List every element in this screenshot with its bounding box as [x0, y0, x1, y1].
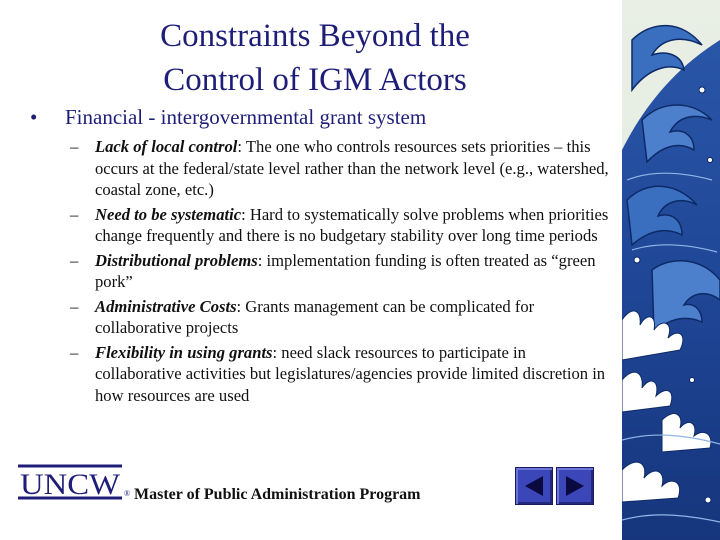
- sub-bullet: [70, 296, 610, 339]
- next-slide-button[interactable]: [556, 467, 594, 505]
- dash-marker: –: [70, 137, 79, 156]
- title-line-2: Control of IGM Actors: [163, 62, 467, 98]
- sub-bullet-lead: Administrative Costs: [95, 296, 237, 316]
- sub-bullet: [70, 250, 610, 293]
- sub-bullet: [70, 342, 610, 407]
- sub-bullet-lead: Need to be systematic: [95, 204, 242, 224]
- registered-mark: ®: [124, 489, 130, 498]
- sub-bullet-lead: Flexibility in using grants: [95, 342, 273, 362]
- sub-bullet-list: [70, 136, 610, 409]
- dash-marker: –: [70, 204, 79, 224]
- sub-bullet-lead: Distributional problems: [95, 250, 258, 270]
- wave-artwork-panel: [622, 0, 720, 540]
- sub-bullet-text: : implementation funding is often treated as “green pork”: [95, 250, 596, 291]
- dash-marker: –: [70, 296, 79, 316]
- sub-bullet-lead: Lack of local control: [95, 137, 238, 156]
- sub-bullet-text: : The one who controls resources sets priorities – this occurs at the federal/state level rather than the network level (e.g., watershed, coastal zone, etc.): [95, 137, 609, 199]
- sub-bullet-text: : Grants management can be complicated for collaborative projects: [95, 296, 535, 337]
- bullet-marker: •: [30, 105, 38, 129]
- dash-marker: –: [70, 250, 79, 270]
- triangle-right-icon: [563, 474, 587, 498]
- main-bullet-text: Financial - intergovernmental grant system: [65, 105, 427, 129]
- sub-bullet: [70, 204, 610, 247]
- dash-marker: –: [70, 342, 79, 362]
- sub-bullet-text: : need slack resources to participate in collaborative activities but legislatures/agencies provide limited discretion in how resources are used: [95, 342, 606, 405]
- wave-illustration-icon: [622, 0, 720, 540]
- previous-slide-button[interactable]: [515, 467, 553, 505]
- title-line-1: Constraints Beyond the: [160, 18, 470, 54]
- uncw-logo: [18, 462, 130, 504]
- uncw-logo-icon: [18, 462, 130, 504]
- logo-text: UNCW: [20, 468, 121, 501]
- triangle-left-icon: [522, 474, 546, 498]
- footer-program-name: Master of Public Administration Program: [134, 486, 421, 503]
- sub-bullet: [70, 136, 610, 201]
- slide-title: [60, 14, 570, 102]
- sub-bullet-text: : Hard to systematically solve problems when priorities change frequently and there is no budgetary stability over long time periods: [95, 204, 609, 245]
